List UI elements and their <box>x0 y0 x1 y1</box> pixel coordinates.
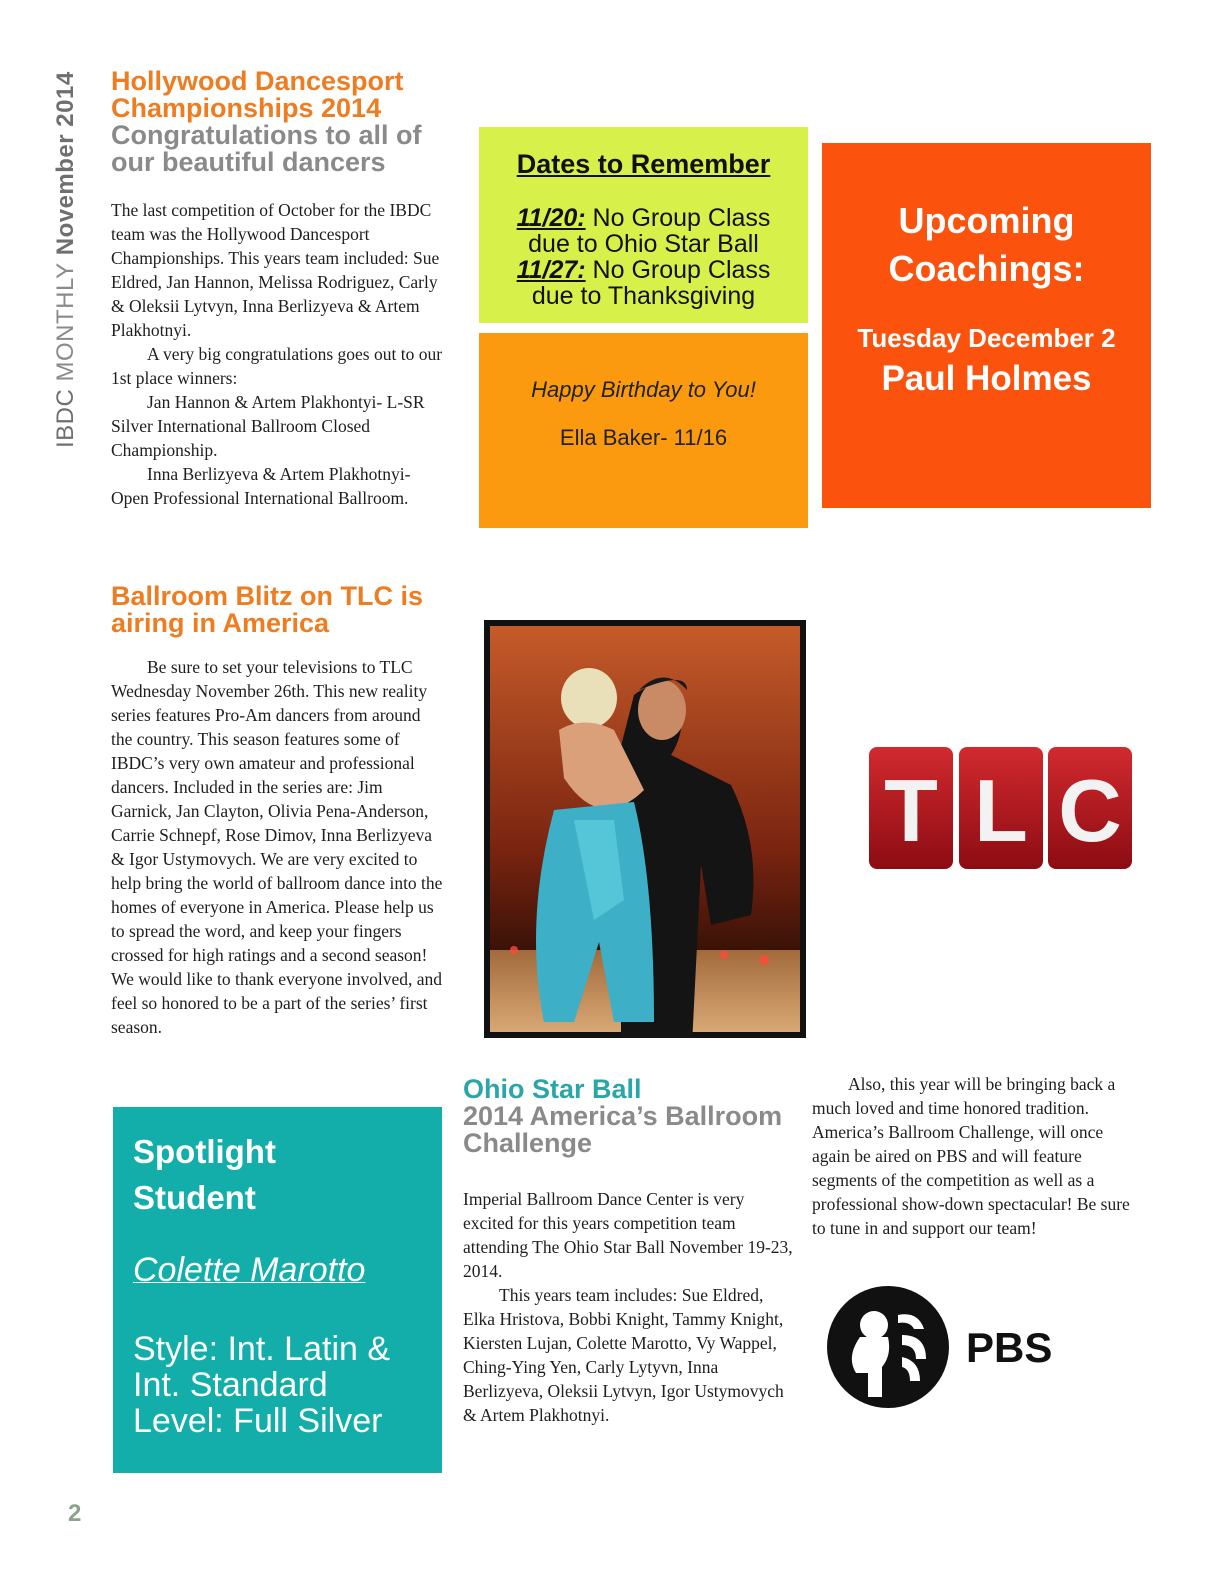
hollywood-para-4: Inna Berlizyeva & Artem Plakhotnyi- Open Professional International Ballroom. <box>111 464 411 508</box>
hollywood-title-line1: Hollywood Dancesport <box>111 66 404 96</box>
tlc-letter-l: L <box>974 761 1028 860</box>
tlc-para: Be sure to set your televisions to TLC Wednesday November 26th. This new reality series features Pro-Am dancers from around the country. This season features some of IBDC’s very own amateur and professional dancers. Included in the series are: Jim Garnick, Jan Clayton, Olivia Pena-Anderson, Carrie Schnepf, Rose Dimov, Inna Berlizyeva & Igor Ustymovych. We are very excited to help bring the world of ballroom dance into the homes of everyone in America. Please help us to spread the word, and keep your fingers crossed for high ratings and a second season! We would like to thank everyone involved, and feel so honored to be a part of the series’ first season. <box>111 657 443 1037</box>
hollywood-para-3: Jan Hannon & Artem Plakhontyi- L-SR Silver International Ballroom Closed Championship. <box>111 392 425 460</box>
ohio-subtitle-line1: 2014 America’s Ballroom <box>463 1101 783 1131</box>
dance-photo <box>484 620 806 1038</box>
tlc-title-line1: Ballroom Blitz on TLC is <box>111 581 424 611</box>
coachings-date: Tuesday December 2 <box>857 323 1116 353</box>
hollywood-title-line2: Championships 2014 <box>111 93 382 123</box>
spotlight-title-line2: Student <box>133 1179 256 1216</box>
coachings-name: Paul Holmes <box>881 359 1092 398</box>
birthday-box <box>479 333 808 528</box>
spotlight-box <box>113 1107 442 1473</box>
dates-item-2-text: No Group Class <box>585 256 771 284</box>
hollywood-subtitle-line1: Congratulations to all of <box>111 120 422 150</box>
issue-side-label <box>52 71 80 448</box>
spotlight-student-name: Colette Marotto <box>133 1251 366 1289</box>
page-number: 2 <box>68 1500 82 1527</box>
ohio-para-1: Imperial Ballroom Dance Center is very excited for this years competition team attending The Ohio Star Ball November 19-23, 2014. <box>463 1189 793 1281</box>
hollywood-subtitle-line2: our beautiful dancers <box>111 147 386 177</box>
ohio-body <box>463 1187 793 1427</box>
also-article <box>812 1072 1134 1240</box>
tlc-logo <box>867 745 1134 871</box>
coachings-title-line2: Coachings: <box>888 248 1085 289</box>
hollywood-body <box>111 198 446 510</box>
spotlight-style-line2: Int. Standard <box>133 1366 328 1404</box>
coachings-title <box>822 197 1151 293</box>
tlc-letter-c: C <box>1058 761 1122 860</box>
spotlight-title <box>133 1129 276 1221</box>
dates-box <box>479 127 808 323</box>
hollywood-para-2: A very big congratulations goes out to our 1st place winners: <box>111 344 443 388</box>
pbs-text: PBS <box>966 1324 1053 1371</box>
monthly-label: MONTHLY <box>52 262 79 382</box>
tlc-title-line2: airing in America <box>111 608 330 638</box>
dates-item-1 <box>479 205 808 231</box>
hollywood-para-1: The last competition of October for the IBDC team was the Hollywood Dancesport Championships. This years team included: Sue Eldred, Jan Hannon, Melissa Rodriguez, Carly & Oleksii Lytvyn, Inna Berlizyeva & Artem Plakhotnyi. <box>111 200 440 340</box>
brand-label: IBDC <box>52 388 79 448</box>
tlc-article <box>111 583 446 1039</box>
spotlight-title-line1: Spotlight <box>133 1133 276 1170</box>
ohio-subtitle-line2: Challenge <box>463 1128 593 1158</box>
birthday-entry: Ella Baker- 11/16 <box>559 425 728 450</box>
spotlight-info <box>133 1331 390 1439</box>
dates-item-1-text: No Group Class <box>585 204 771 232</box>
dates-item-2-cont: due to Thanksgiving <box>531 282 756 310</box>
issue-date: November 2014 <box>52 71 79 256</box>
spotlight-level: Level: Full Silver <box>133 1402 383 1440</box>
pbs-logo <box>826 1285 1056 1409</box>
coachings-box <box>822 143 1151 508</box>
dates-item-2 <box>479 257 808 283</box>
birthday-title: Happy Birthday to You! <box>531 377 756 402</box>
ohio-title: Ohio Star Ball <box>463 1074 642 1104</box>
dates-title: Dates to Remember <box>516 149 771 179</box>
ohio-para-2: This years team includes: Sue Eldred, Elka Hristova, Bobbi Knight, Tammy Knight, Kiersten Lujan, Colette Marotto, Vy Wappel, Ching-Ying Yen, Carly Lytyvn, Inna Berlizyeva, Oleksii Lytvyn, Igor Ustymovych & Artem Plakhotnyi. <box>463 1285 784 1425</box>
dates-item-1-cont: due to Ohio Star Ball <box>528 230 759 258</box>
coachings-title-line1: Upcoming <box>898 200 1075 241</box>
tlc-body <box>111 655 446 1039</box>
hollywood-article <box>111 68 451 510</box>
dates-item-2-date: 11/27: <box>516 256 586 284</box>
ohio-article <box>463 1076 793 1427</box>
spotlight-style-line1: Style: Int. Latin & <box>133 1330 391 1368</box>
tlc-letter-t: T <box>884 761 938 860</box>
also-para: Also, this year will be bringing back a much loved and time honored tradition. America’s Ballroom Challenge, will once again be aired on PBS and will feature segments of the competition as well as a professional show-down spectacular! Be sure to tune in and support our team! <box>812 1074 1130 1238</box>
dates-item-1-date: 11/20: <box>516 204 586 232</box>
